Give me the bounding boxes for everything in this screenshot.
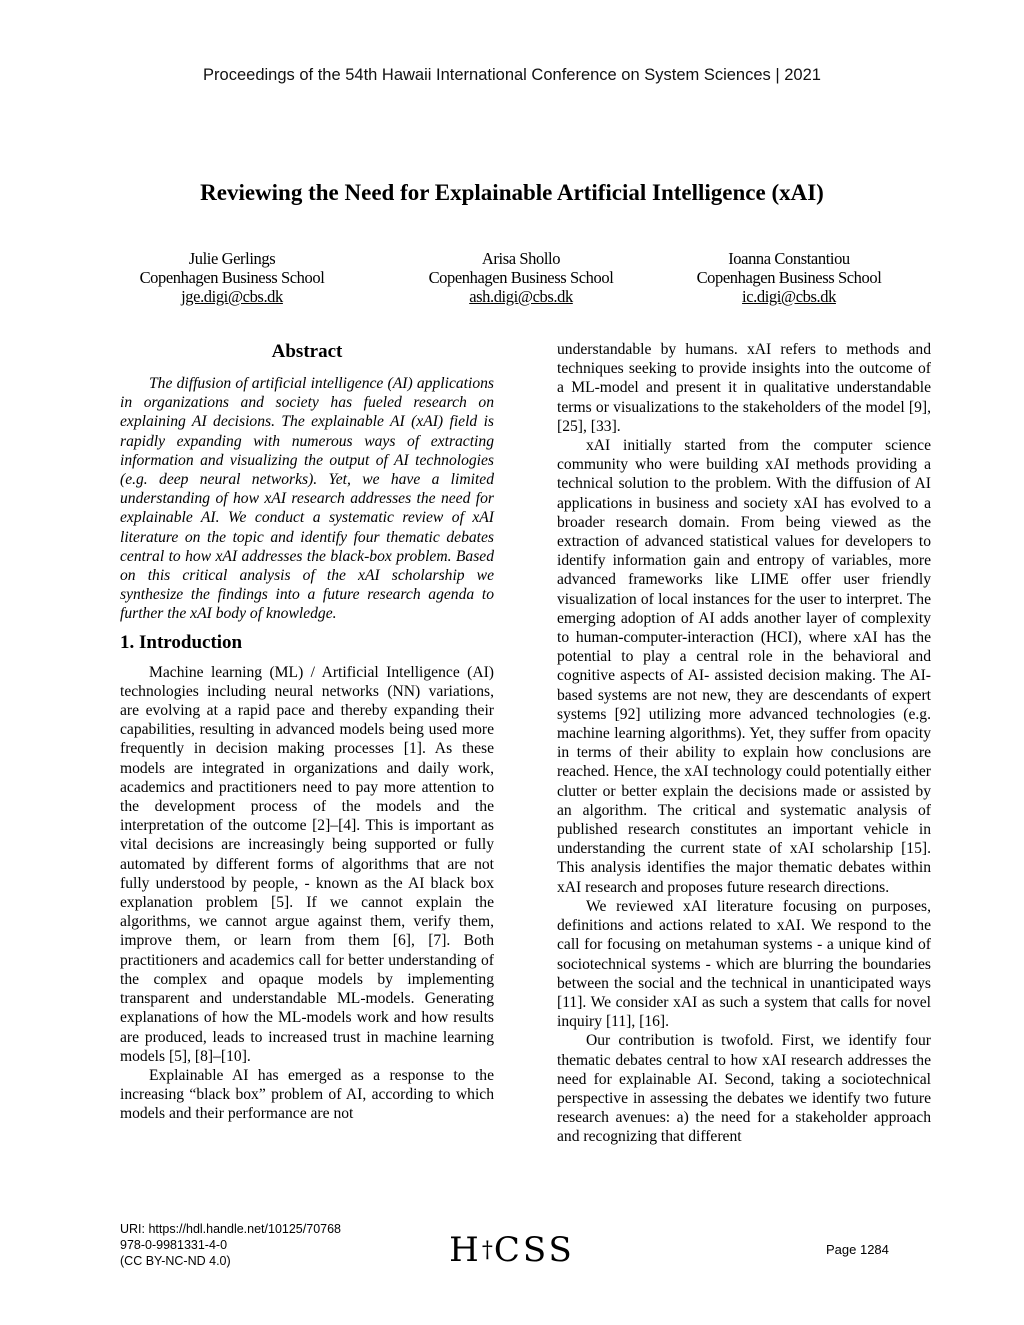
author-block-1 [102,249,362,306]
conference-header: Proceedings of the 54th Hawaii International Conference on System Sciences | 2021 [203,66,821,84]
logo-letter-h: H [449,1230,482,1270]
intro-paragraph-2: Explainable AI has emerged as a response to the increasing “black box” problem of AI, according to which models and their performance are not [120,1066,494,1123]
paper-title: Reviewing the Need for Explainable Artificial Intelligence (xAI) [200,180,824,205]
logo-letters-css: CSS [493,1230,575,1270]
author-name: Julie Gerlings [188,249,276,268]
introduction-heading: 1. Introduction [120,631,243,653]
left-column [120,340,494,1124]
footer-license: (CC BY-NC-ND 4.0) [120,1254,231,1268]
right-column [557,340,931,1147]
author-block-2 [391,249,651,306]
author-email[interactable]: ic.digi@cbs.dk [742,287,836,306]
footer-publication-info [120,1221,341,1269]
footer-uri[interactable]: URI: https://hdl.handle.net/10125/70768 [120,1222,341,1236]
author-email[interactable]: ash.digi@cbs.dk [469,287,573,306]
abstract-heading: Abstract [271,341,343,362]
intro-paragraph-4: We reviewed xAI literature focusing on purposes, definitions and actions related to xAI. We respond to the call for focusing on metahuman systems - a unique kind of sociotechnical systems - which are blurring the boundaries between the social and the technical in unanticipated ways [11]. We consider xAI as such a system that calls for novel inquiry [11], [16]. [557,897,931,1031]
intro-paragraph-2-continued: understandable by humans. xAI refers to methods and techniques seeking to provide insights into the outcome of a ML-model and present it in qualitative understandable terms or visualizations to the stakeholders of the model [9], [25], [33]. [557,341,931,435]
footer-isbn: 978-0-9981331-4-0 [120,1238,228,1252]
author-affiliation: Copenhagen Business School [428,268,614,287]
page-number: Page 1284 [826,1242,889,1257]
hicss-logo [420,1230,604,1271]
author-affiliation: Copenhagen Business School [139,268,325,287]
author-email[interactable]: jge.digi@cbs.dk [181,287,283,306]
torch-icon: † [481,1238,494,1263]
intro-paragraph-1: Machine learning (ML) / Artificial Intelligence (AI) technologies including neural networks (NN) variations, are evolving at a rapid pace and thereby expanding their capabilities, resulting in advanced models being used more frequently in decision making processes [1]. As these models are integrated in organizations and daily work, academics and practitioners need to pay more attention to the development process of the models and the interpretation of the outcome [2]–[4]. This is important as vital decisions are increasingly being supported or fully automated by different forms of algorithms that are not fully understood by people, - known as the AI black box explanation problem [5]. If we cannot explain the algorithms, we cannot argue against them, verify them, improve them, or learn from them [6], [7]. Both practitioners and academics call for better understanding of the complex and opaque models by implementing transparent and understandable ML-models. Generating explanations of how the ML-models work and how results are produced, leads to increased trust in machine learning models [5], [8]–[10]. [120,663,494,1065]
intro-paragraph-3: xAI initially started from the computer science community who were building xAI methods providing a technical solution to the problem. With the diffusion of AI applications in business and society xAI has evolved to a broader research domain. From being viewed as the extraction of advanced statistical values for developers to identify information gain and entropy of variables, more advanced frameworks like LIME offer user friendly visualization of local instances for the user to interpret. The emerging adoption of AI adds another layer of complexity to human-computer-interaction (HCI), where xAI has the potential to play a central role in the behavioral and cognitive aspects of AI- assisted decision making. The AI-based systems are not new, they are descendants of expert systems [92] utilizing more advanced technologies (e.g. machine learning algorithms). Yet, they suffer from opacity in terms of their ability to explain how conclusions are reached. Hence, the xAI technology could potentially either clutter or better explain the decisions made or assisted by an algorithm. The critical and systematic analysis of published research constitutes an important vehicle in understanding the current state of xAI scholarship [15]. This analysis identifies the major thematic debates within xAI research and proposes future research directions. [557,437,931,896]
author-affiliation: Copenhagen Business School [696,268,882,287]
author-name: Ioanna Constantiou [728,249,850,268]
intro-paragraph-5: Our contribution is twofold. First, we identify four thematic debates central to how xAI research addresses the need for explainable AI. Second, taking a sociotechnical perspective in assessing the debates we identify two future research avenues: a) the need for a stakeholder approach and recognizing that different [557,1032,931,1146]
author-name: Arisa Shollo [481,249,561,268]
author-block-3 [659,249,919,306]
abstract-text: The diffusion of artificial intelligence (AI) applications in organizations and society has fueled research on explaining AI decisions. The explainable AI (xAI) field is rapidly expanding with numerous ways of extracting information and visualizing the output of AI technologies (e.g. deep neural networks). Yet, we have a limited understanding of how xAI research addresses the need for explainable AI. We conduct a systematic review of xAI literature on the topic and identify four thematic debates central to how xAI addresses the black-box problem. Based on this critical analysis of the xAI scholarship we synthesize the findings into a future research agenda to further the xAI body of knowledge. [120,375,494,623]
